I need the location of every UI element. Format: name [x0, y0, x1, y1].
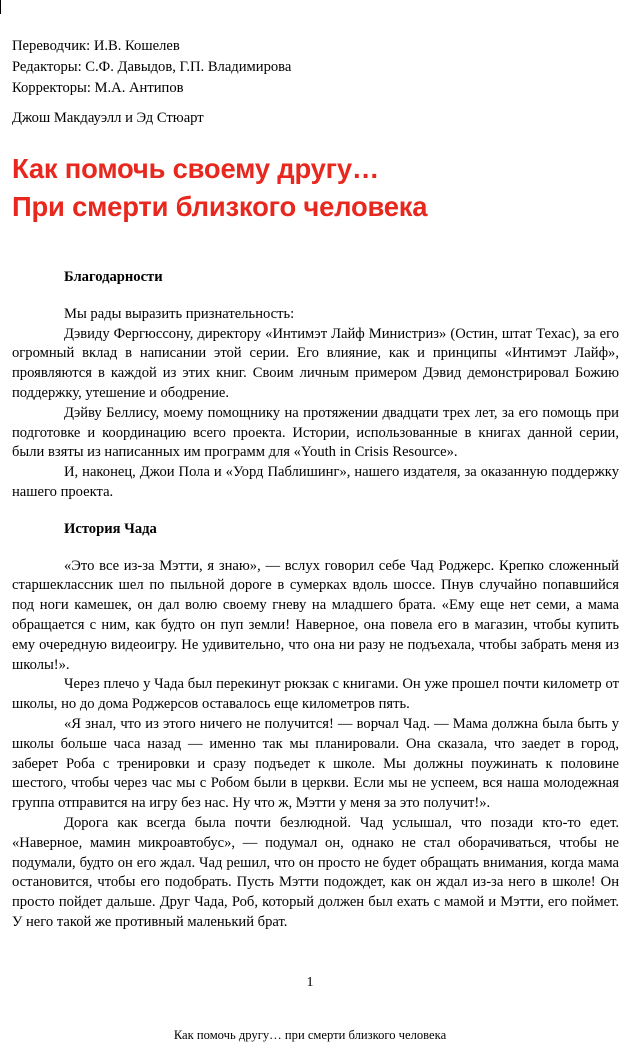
story-paragraph: «Я знал, что из этого ничего не получится! — ворчал Чад. — Мама должна была быть у школы больше часа назад — именно так мы планировали. Она сказала, что заедет в город, заберет Роба с тренировки и сразу подъедет к школе. Мы должны поужинать к половине шестого, чтобы через час мы с Робом были в церкви. Если мы не успеем, вся наша молодежная группа отправится на игру без нас. Ну что ж, Мэтти у меня за это получит!». [12, 715, 619, 812]
story-paragraph: «Это все из-за Мэтти, я знаю», — вслух говорил себе Чад Роджерс. Крепко сложенный старшеклассник шел по пыльной дороге в сумерках вдоль шоссе. Пнув случайно попавшийся под ноги камешек, он дал волю своему гневу на младшего брата. «Ему еще нет семи, а мама обращается с ним, как будто он пуп земли! Наверное, она повела его в магазин, чтобы купить ему очередную видеоигру. Не удивительно, что она ни разу не подъехала, чтобы забрать меня из школы!». [12, 557, 619, 673]
credits-block [12, 36, 612, 99]
translator-line: Переводчик: И.В. Кошелев [12, 38, 180, 54]
ack-paragraph: И, наконец, Джои Пола и «Уорд Паблишинг», нашего издателя, за оказанную поддержку нашего проекта. [12, 464, 619, 500]
acknowledgements-heading: Благодарности [64, 269, 163, 285]
ack-paragraph: Мы рады выразить признательность: [64, 305, 295, 322]
story-heading: История Чада [64, 520, 157, 537]
title-line-2: При смерти близкого человека [12, 191, 428, 222]
authors-line: Джош Макдауэлл и Эд Стюарт [12, 110, 204, 126]
story-paragraph: Через плечо у Чада был перекинут рюкзак с книгами. Он уже прошел почти километр от школы, но до дома Роджерсов оставалось еще километров пять. [12, 676, 619, 713]
ack-paragraph: Дэвиду Фергюссону, директору «Интимэт Лайф Министриз» (Остин, штат Техас), за его огромный вклад в написании этой серии. Его влияние, как и принципы «Интимэт Лайф», проявляются в каждой из этих книг. Своим личным примером Дэвид демонстрировал Божию поддержку, утешение и ободрение. [12, 325, 619, 401]
body-text [12, 268, 619, 933]
page-footer: Как помочь другу… при смерти близкого человека [173, 1028, 447, 1042]
book-title [12, 150, 618, 226]
ack-paragraph: Дэйву Беллису, моему помощнику на протяжении двадцати трех лет, за его помощь при подготовке и координацию всего проекта. Истории, использованные в книгах данной серии, были взяты из написанных им программ для «Youth in Crisis Resource». [12, 404, 619, 461]
title-line-1: Как помочь своему другу… [12, 153, 380, 184]
story-paragraph: Дорога как всегда была почти безлюдной. Чад услышал, что позади кто-то едет. «Наверное, мамин микроавтобус», — подумал он, однако не стал оборачиваться, чтобы не подумали, будто он его ждал. Чад решил, что он просто не будет обращать внимания, когда мама остановится, чтобы его подобрать. Пусть Мэтти подождет, как он ждал из-за него в школе! Он просто пойдет дальше. Друг Чада, Роб, который должен был ехать с мамой и Мэтти, его поймет. У него такой же противный маленький брат. [12, 814, 619, 930]
editors-line: Редакторы: С.Ф. Давыдов, Г.П. Владимирова [12, 59, 292, 75]
text-cursor-mark [0, 0, 1, 14]
page-number: 1 [306, 975, 314, 990]
proofreaders-line: Корректоры: М.А. Антипов [12, 80, 184, 96]
